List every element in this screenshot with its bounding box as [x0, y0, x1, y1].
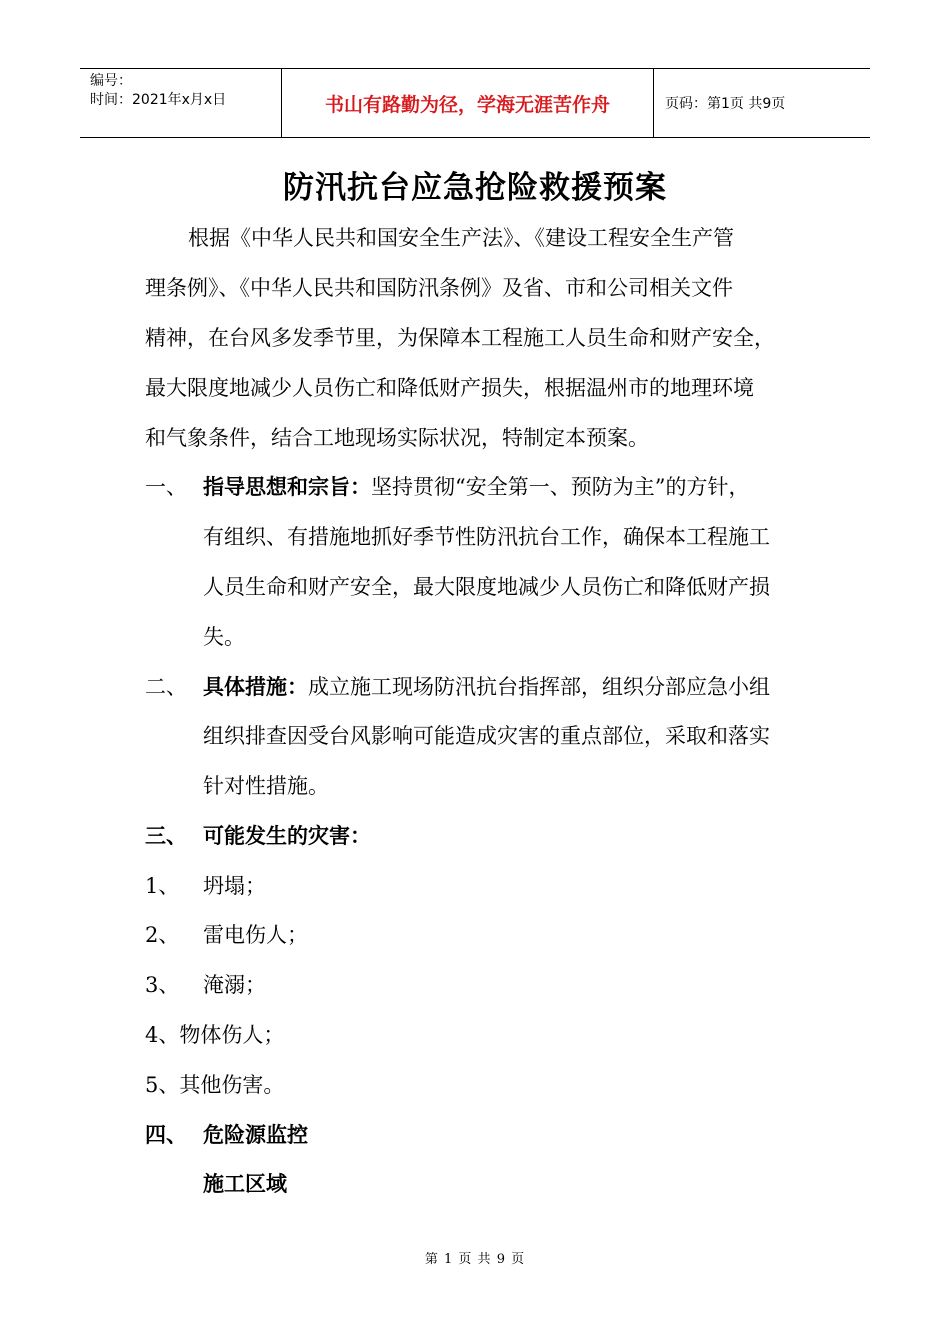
- section-line: 有组织、有措施地抓好季节性防汛抗台工作，确保本工程施工: [203, 525, 770, 549]
- intro-line: 根据《中华人民共和国安全生产法》、《建设工程安全生产管: [188, 226, 734, 250]
- section-text: 成立施工现场防汛抗台指挥部，组织分部应急小组: [308, 675, 770, 699]
- section-heading: 具体措施：: [203, 674, 308, 699]
- time-label: 时间：2021年x月x日: [90, 92, 227, 108]
- section-text: 坚持贯彻“安全第一、预防为主”的方针，: [371, 475, 750, 499]
- section-heading: 可能发生的灾害：: [203, 823, 371, 848]
- section-line: 失。: [203, 625, 245, 649]
- intro-line: 精神，在台风多发季节里，为保障本工程施工人员生命和财产安全，: [145, 326, 775, 350]
- page-footer: 第 1 页 共 9 页: [424, 1252, 526, 1267]
- header-motto: 书山有路勤为径，学海无涯苦作舟: [324, 93, 610, 116]
- intro-line: 和气象条件，结合工地现场实际状况，特制定本预案。: [145, 426, 649, 450]
- list-text: 其他伤害。: [179, 1073, 285, 1097]
- section-line: [203, 471, 749, 501]
- list-number: 3、: [145, 973, 180, 997]
- list-number: 4、: [145, 1023, 180, 1047]
- list-text: 物体伤人；: [179, 1023, 285, 1047]
- header-divider: [653, 69, 654, 137]
- section-line: [203, 671, 770, 701]
- number-label: 编号：: [90, 73, 132, 89]
- section-number: 四、: [145, 1122, 187, 1147]
- list-item: 淹溺；: [203, 973, 266, 997]
- list-item: 坍塌；: [203, 874, 266, 898]
- document-title: 防汛抗台应急抢险救援预案: [283, 170, 667, 206]
- section-number: 一、: [145, 475, 187, 499]
- section-line: 人员生命和财产安全，最大限度地减少人员伤亡和降低财产损: [203, 575, 770, 599]
- list-number: 2、: [145, 923, 180, 947]
- list-item: [145, 1019, 284, 1049]
- list-item: [145, 1069, 284, 1099]
- document-header: [80, 68, 870, 138]
- list-number: 5、: [145, 1073, 180, 1097]
- header-page-label: 页码：第1页 共9页: [665, 96, 786, 112]
- section-line: 组织排查因受台风影响可能造成灾害的重点部位，采取和落实: [203, 724, 770, 748]
- section-line: 针对性措施。: [203, 774, 329, 798]
- intro-line: 最大限度地减少人员伤亡和降低财产损失，根据温州市的地理环境: [145, 376, 754, 400]
- section-number: 二、: [145, 675, 187, 699]
- header-meta-cell: [80, 69, 280, 137]
- section-number: 三、: [145, 823, 187, 848]
- intro-line: 理条例》、《中华人民共和国防汛条例》及省、市和公司相关文件: [145, 276, 733, 300]
- list-item: 雷电伤人；: [203, 923, 308, 947]
- section-heading: 危险源监控: [203, 1122, 308, 1147]
- section-heading: 指导思想和宗旨：: [203, 474, 371, 499]
- subsection-heading: 施工区域: [203, 1171, 287, 1196]
- list-number: 1、: [145, 874, 180, 898]
